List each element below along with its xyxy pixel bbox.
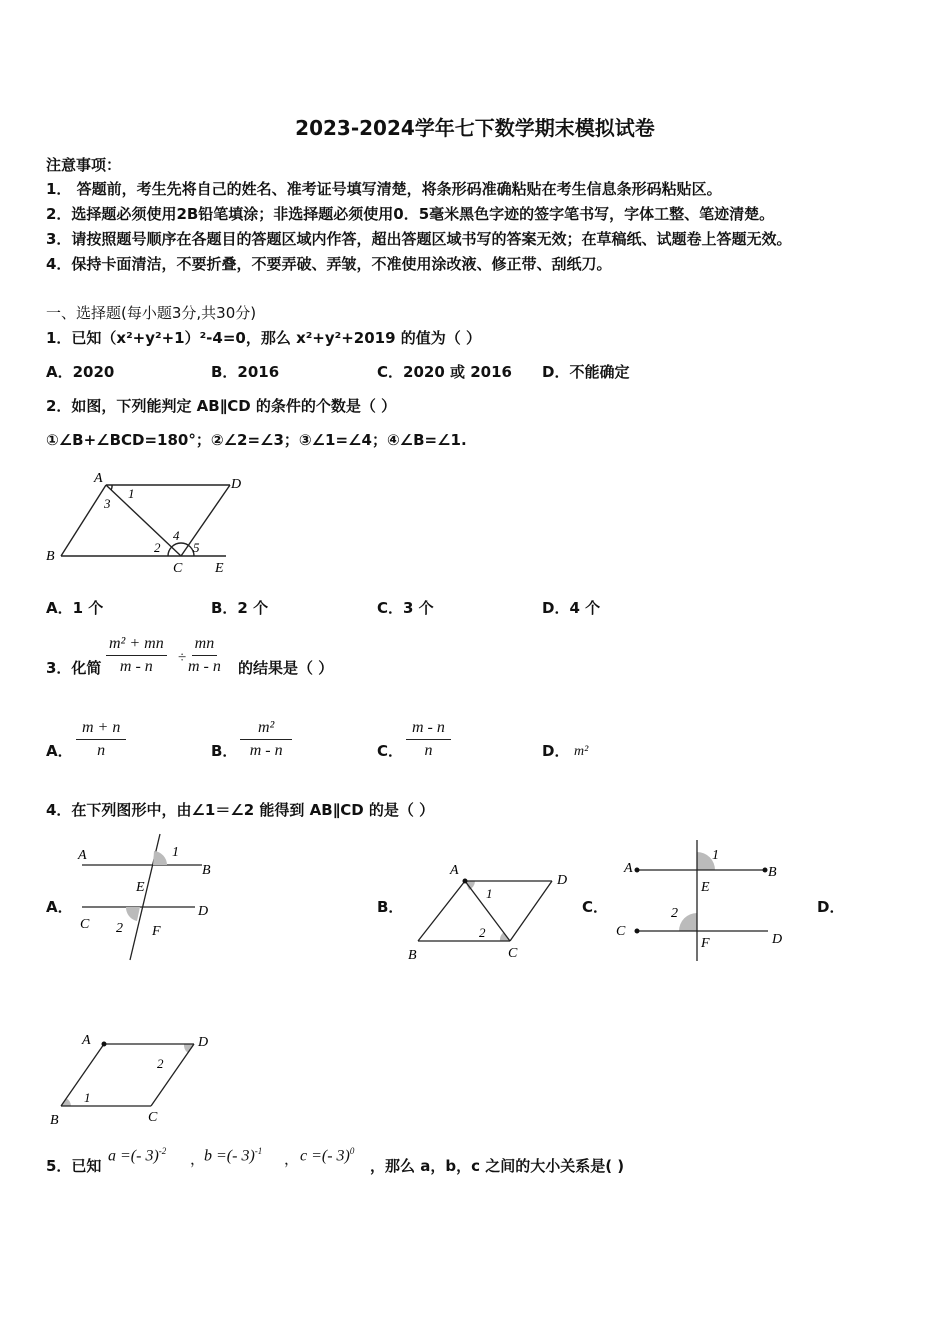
expression-base: c =(- 3)	[300, 1147, 350, 1165]
svg-text:1: 1	[172, 845, 179, 860]
svg-text:C: C	[616, 924, 626, 939]
label-angle-3: 3	[104, 496, 111, 511]
q3-option-b-fraction	[240, 719, 292, 760]
svg-text:F: F	[152, 924, 161, 939]
angle-arc	[111, 485, 112, 490]
svg-text:D: D	[772, 932, 783, 947]
svg-text:B: B	[202, 863, 211, 878]
angle-shade-2	[126, 907, 140, 921]
notice-item: 2．选择题必须使用2B铅笔填涂；非选择题必须使用0．5毫米黑色字迹的签字笔书写，字体工整、笔迹清楚。	[46, 205, 775, 223]
divide-sign: ÷	[178, 650, 187, 666]
fraction-numerator: m²	[240, 719, 292, 740]
q4-option-b-letter: B．	[377, 898, 404, 916]
q2-option-d: D．4 个	[542, 599, 601, 617]
question-5-prefix: 5．已知	[46, 1157, 102, 1175]
q3-option-a-letter: A．	[46, 742, 73, 760]
svg-text:1: 1	[712, 848, 719, 863]
fraction-denominator: m - n	[119, 658, 153, 675]
svg-text:D: D	[198, 904, 209, 919]
svg-text:A: A	[82, 1033, 91, 1048]
question-4-stem: 4．在下列图形中，由∠1＝∠2 能得到 AB∥CD 的是（ ）	[46, 801, 435, 819]
angle-arc	[168, 543, 194, 556]
svg-text:E: E	[701, 880, 710, 895]
label-c: C	[173, 561, 183, 576]
q3-option-d-expression: m²	[574, 744, 589, 759]
fraction-denominator: n	[97, 742, 106, 759]
q4-figure-c	[610, 835, 800, 965]
svg-text:2: 2	[671, 906, 678, 921]
fraction-denominator: m - n	[249, 742, 283, 759]
q5-c-expression	[300, 1146, 354, 1165]
q5-a-expression	[108, 1146, 166, 1165]
svg-text:2: 2	[479, 925, 486, 940]
q1-option-d: D．不能确定	[542, 363, 630, 381]
fraction-denominator: n	[424, 742, 433, 759]
q2-option-a: A．1 个	[46, 599, 104, 617]
svg-text:A: A	[450, 863, 459, 878]
question-2-stem: 2．如图，下列能判定 AB∥CD 的条件的个数是（ ）	[46, 397, 397, 415]
q4-figure-a	[70, 830, 230, 965]
svg-text:2: 2	[116, 921, 123, 936]
svg-text:B: B	[768, 865, 777, 880]
section-heading: 一、选择题(每小题3分,共30分)	[46, 304, 257, 322]
svg-text:A: A	[78, 848, 87, 863]
q4-option-c-letter: C．	[582, 898, 609, 916]
q3-option-a-fraction	[76, 719, 126, 760]
q4-figure-b	[402, 858, 582, 966]
exponent: -2	[158, 1146, 167, 1156]
label-angle-5: 5	[193, 540, 200, 555]
label-d: D	[231, 477, 242, 492]
exponent: -1	[254, 1146, 263, 1156]
line-dc	[510, 881, 552, 941]
fraction-numerator: m + n	[76, 719, 126, 740]
q3-option-c-letter: C．	[377, 742, 404, 760]
q2-figure	[40, 462, 270, 580]
q1-option-a: A．2020	[46, 363, 115, 381]
label-b: B	[46, 549, 55, 564]
svg-text:2: 2	[157, 1056, 164, 1071]
expression-base: b =(- 3)	[204, 1147, 255, 1165]
fraction-numerator: m² + mn	[106, 635, 167, 656]
svg-text:D: D	[557, 873, 568, 888]
q3-option-b-letter: B．	[211, 742, 238, 760]
q5-b-expression	[204, 1146, 262, 1165]
line-ac	[106, 485, 181, 556]
svg-text:B: B	[50, 1113, 59, 1128]
svg-text:C: C	[508, 946, 518, 961]
q4-figure-d	[40, 1028, 220, 1128]
label-a: A	[94, 471, 103, 486]
q3-option-d-letter: D．	[542, 742, 570, 760]
svg-text:E: E	[136, 880, 145, 895]
svg-text:C: C	[148, 1110, 158, 1125]
svg-text:D: D	[198, 1035, 209, 1050]
label-angle-2: 2	[154, 540, 161, 555]
svg-text:1: 1	[84, 1090, 91, 1105]
line-ab	[61, 1044, 104, 1106]
line-ab	[61, 485, 106, 556]
expression-base: a =(- 3)	[108, 1147, 159, 1165]
svg-text:C: C	[80, 917, 90, 932]
q1-option-c: C．2020 或 2016	[377, 363, 512, 381]
q3-fraction-2	[188, 635, 221, 676]
q1-option-b: B．2016	[211, 363, 280, 381]
angle-shade-1	[153, 851, 167, 865]
fraction-numerator: m - n	[406, 719, 451, 740]
angle-shade-2	[679, 913, 697, 931]
separator: ，	[190, 1150, 206, 1168]
question-3-suffix: 的结果是（ ）	[238, 659, 334, 677]
label-angle-1: 1	[128, 486, 135, 501]
notice-heading: 注意事项：	[46, 156, 122, 174]
label-e: E	[215, 561, 224, 576]
question-1-stem: 1．已知（x²+y²+1）²-4=0，那么 x²+y²+2019 的值为（ ）	[46, 329, 481, 347]
question-3-prefix: 3．化简	[46, 659, 102, 677]
svg-text:B: B	[408, 948, 417, 963]
page-title: 2023-2024学年七下数学期末模拟试卷	[295, 116, 655, 140]
notice-item: 3．请按照题号顺序在各题目的答题区域内作答，超出答题区域书写的答案无效；在草稿纸、试题卷上答题无效。	[46, 230, 792, 248]
label-angle-4: 4	[173, 528, 180, 543]
svg-text:F: F	[701, 936, 710, 951]
q3-option-c-fraction	[406, 719, 451, 760]
svg-text:A: A	[624, 861, 633, 876]
question-5-suffix: ，那么 a，b，c 之间的大小关系是( )	[370, 1157, 625, 1175]
q4-option-a-letter: A．	[46, 898, 73, 916]
exponent: 0	[349, 1146, 355, 1156]
q4-option-d-letter: D．	[817, 898, 845, 916]
fraction-denominator: m - n	[188, 658, 221, 675]
notice-item: 4．保持卡面清洁，不要折叠，不要弄破、弄皱，不准使用涂改液、修正带、刮纸刀。	[46, 255, 612, 273]
q3-fraction-1	[106, 635, 167, 676]
separator: ，	[284, 1150, 300, 1168]
notice-item: 1． 答题前，考生先将自己的姓名、准考证号填写清楚，将条形码准确粘贴在考生信息条形码粘贴区。	[46, 180, 722, 198]
svg-text:1: 1	[486, 886, 493, 901]
fraction-numerator: mn	[192, 635, 218, 656]
q2-option-b: B．2 个	[211, 599, 269, 617]
line-dc	[151, 1044, 194, 1106]
question-2-conditions: ①∠B+∠BCD=180°；②∠2=∠3；③∠1=∠4；④∠B=∠1.	[46, 431, 467, 449]
q2-option-c: C．3 个	[377, 599, 434, 617]
line-ab	[418, 881, 465, 941]
